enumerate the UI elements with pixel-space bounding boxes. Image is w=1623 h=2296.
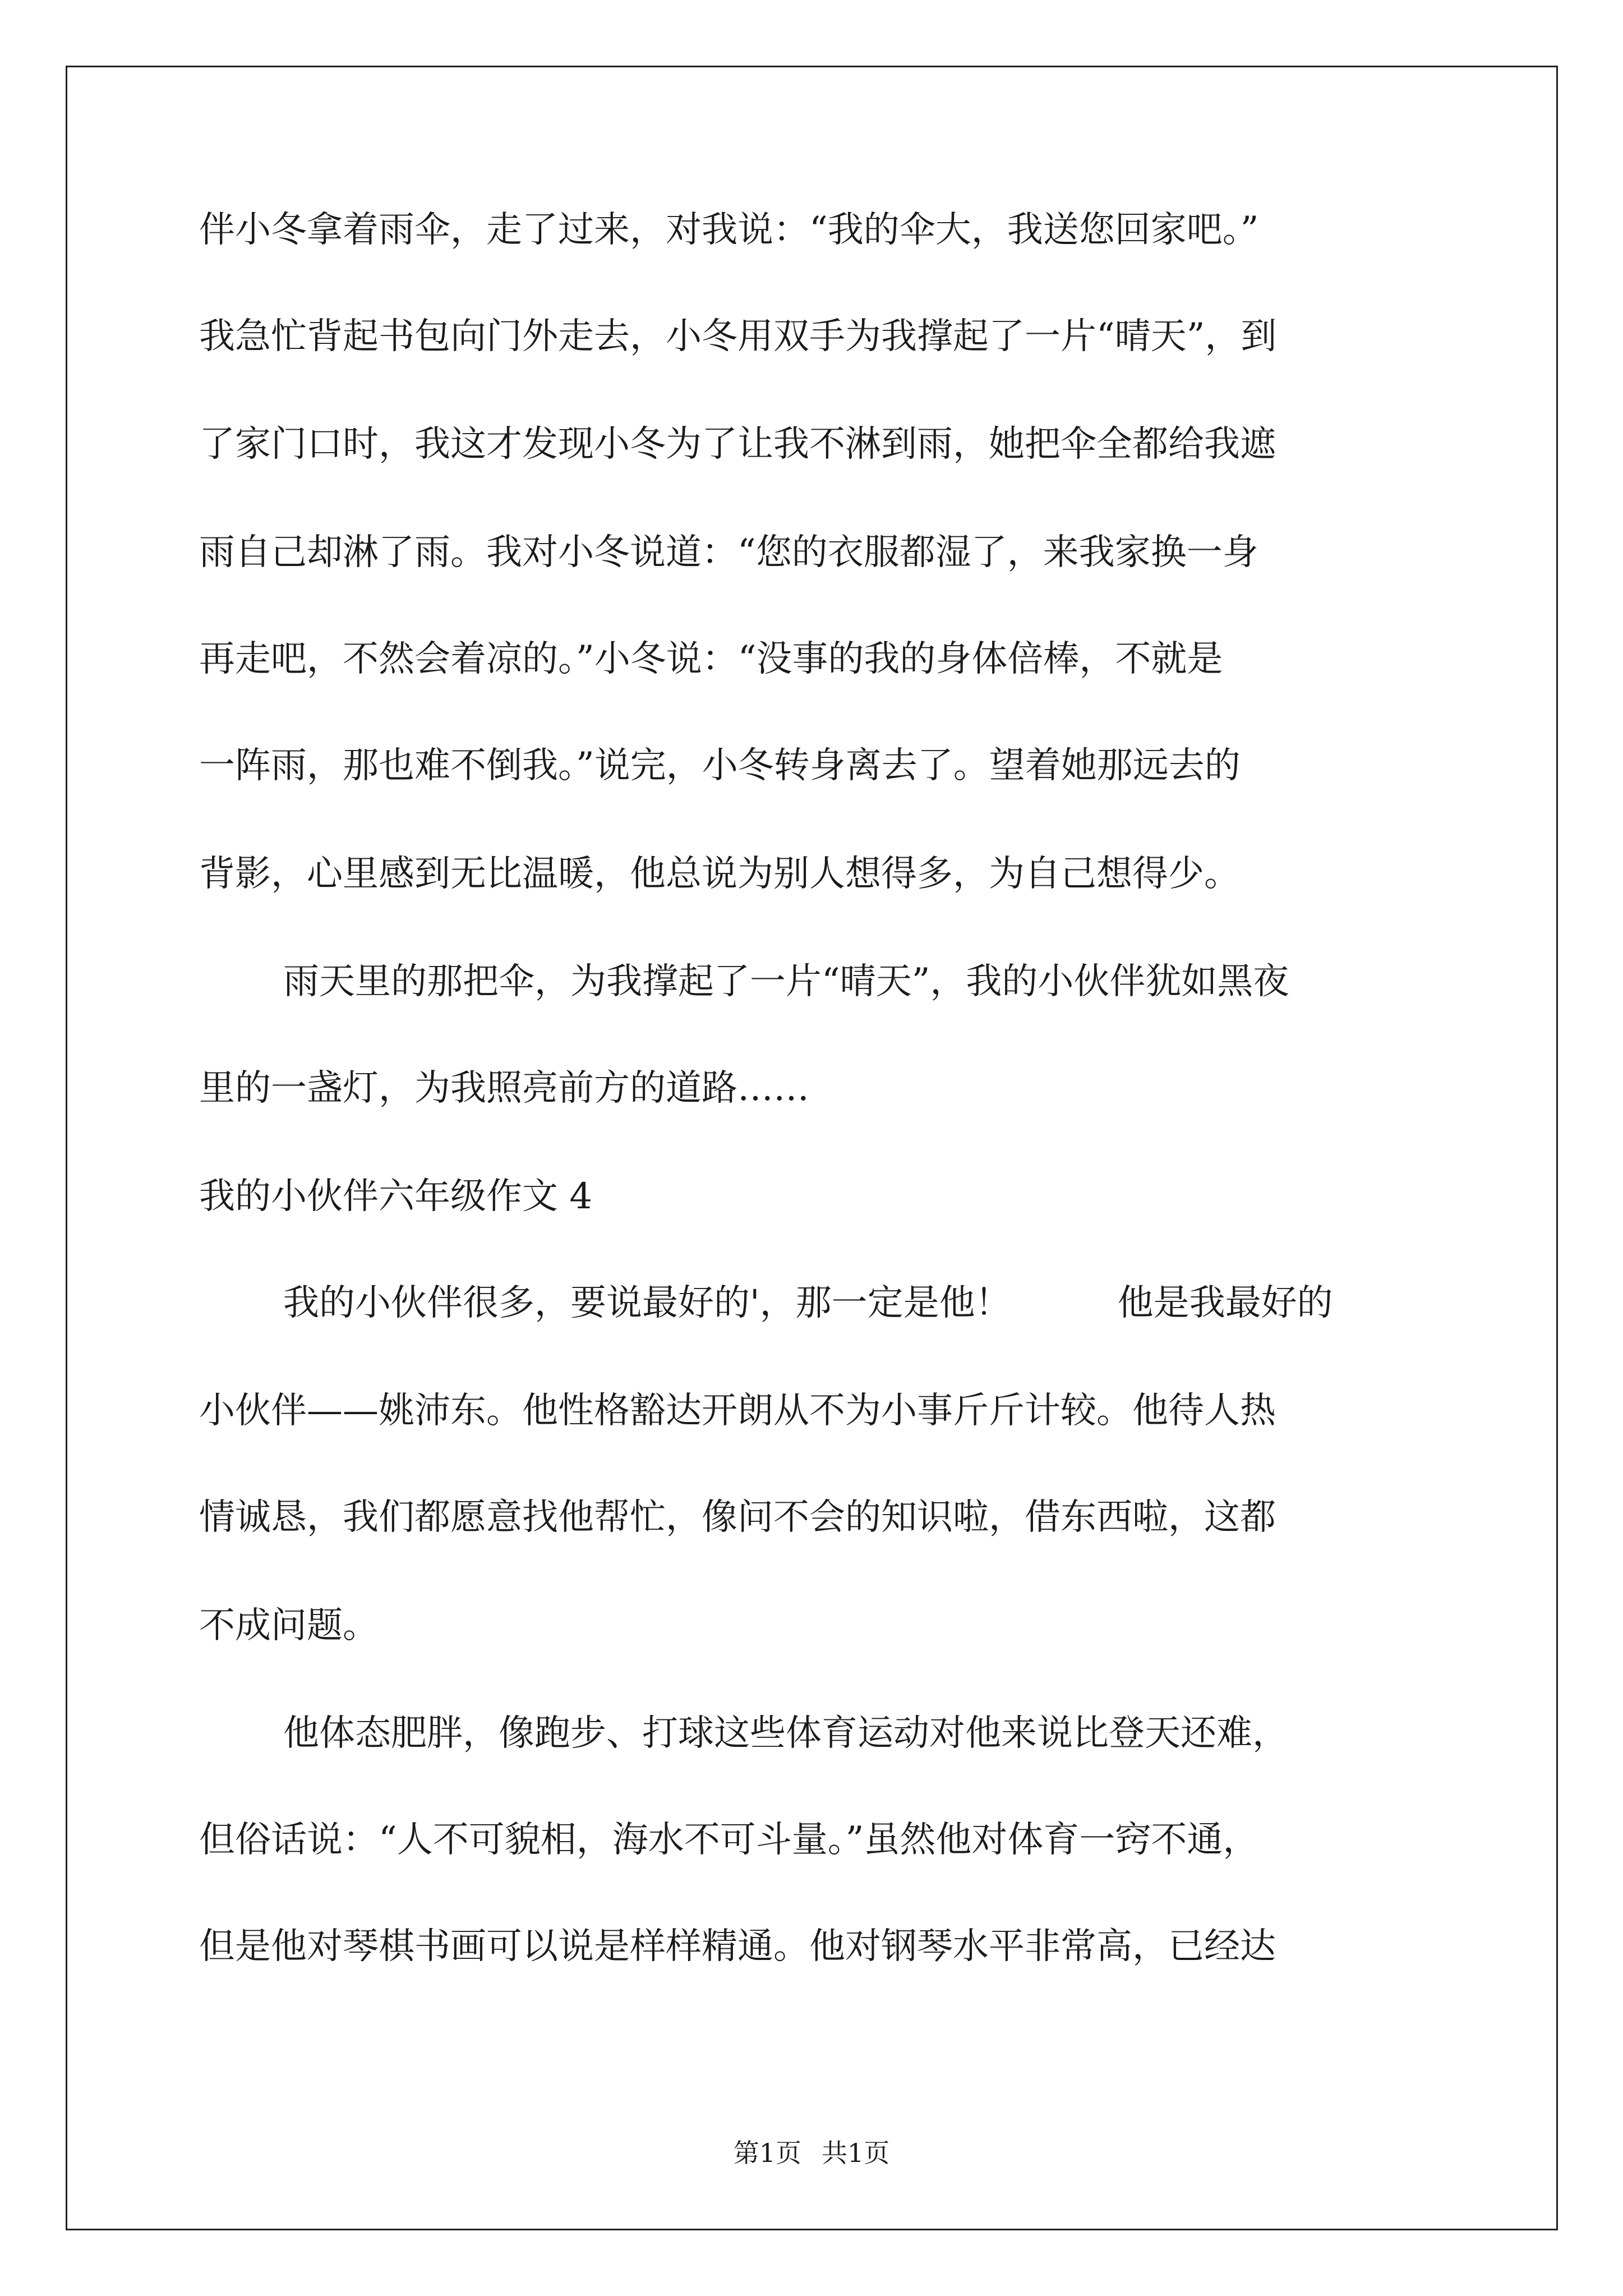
section-heading: 我的小伙伴六年级作文 4	[199, 1176, 593, 1217]
body-text-line: 但是他对琴棋书画可以说是样样精通。他对钢琴水平非常高，已经达	[199, 1926, 1276, 1967]
body-text-line: 一阵雨，那也难不倒我。”说完，小冬转身离去了。望着她那远去的	[199, 745, 1241, 786]
page-border	[66, 66, 1558, 2230]
body-text-line: 他体态肥胖，像跑步、打球这些体育运动对他来说比登天还难，	[283, 1713, 1288, 1754]
body-text-line: 再走吧，不然会着凉的。”小冬说：“没事的我的身体倍棒，不就是	[199, 638, 1223, 680]
body-text-line: 背影，心里感到无比温暖，他总说为别人想得多，为自己想得少。	[199, 853, 1240, 895]
body-text-line: 雨天里的那把伞，为我撑起了一片“晴天”，我的小伙伴犹如黑夜	[283, 961, 1289, 1002]
page-total: 共1页	[822, 2138, 890, 2168]
body-text-line: 里的一盏灯，为我照亮前方的道路……	[199, 1068, 809, 1109]
page-footer	[0, 2136, 1623, 2170]
body-text-line: 小伙伴——姚沛东。他性格豁达开朗从不为小事斤斤计较。他待人热	[199, 1390, 1276, 1432]
body-text-line: 了家门口时，我这才发现小冬为了让我不淋到雨，她把伞全都给我遮	[199, 424, 1276, 465]
body-text-line	[283, 1281, 1333, 1326]
page-number: 第1页	[733, 2138, 801, 2168]
body-text-line: 情诚恳，我们都愿意找他帮忙，像问不会的知识啦，借东西啦，这都	[199, 1497, 1276, 1538]
body-text-line: 但俗话说：“人不可貌相，海水不可斗量。”虽然他对体育一窍不通，	[199, 1819, 1259, 1861]
body-text-segment: 我的小伙伴很多，要说最好的'，那一定是他！	[283, 1282, 1011, 1324]
body-text-line: 伴小冬拿着雨伞，走了过来，对我说：“我的伞大，我送您回家吧。”	[199, 209, 1259, 251]
body-text-line: 不成问题。	[199, 1605, 379, 1646]
body-text-line: 雨自己却淋了雨。我对小冬说道：“您的衣服都湿了，来我家换一身	[199, 532, 1258, 573]
body-text-line: 我急忙背起书包向门外走去，小冬用双手为我撑起了一片“晴天”，到	[199, 316, 1277, 357]
body-text-segment: 他是我最好的	[1117, 1282, 1333, 1324]
